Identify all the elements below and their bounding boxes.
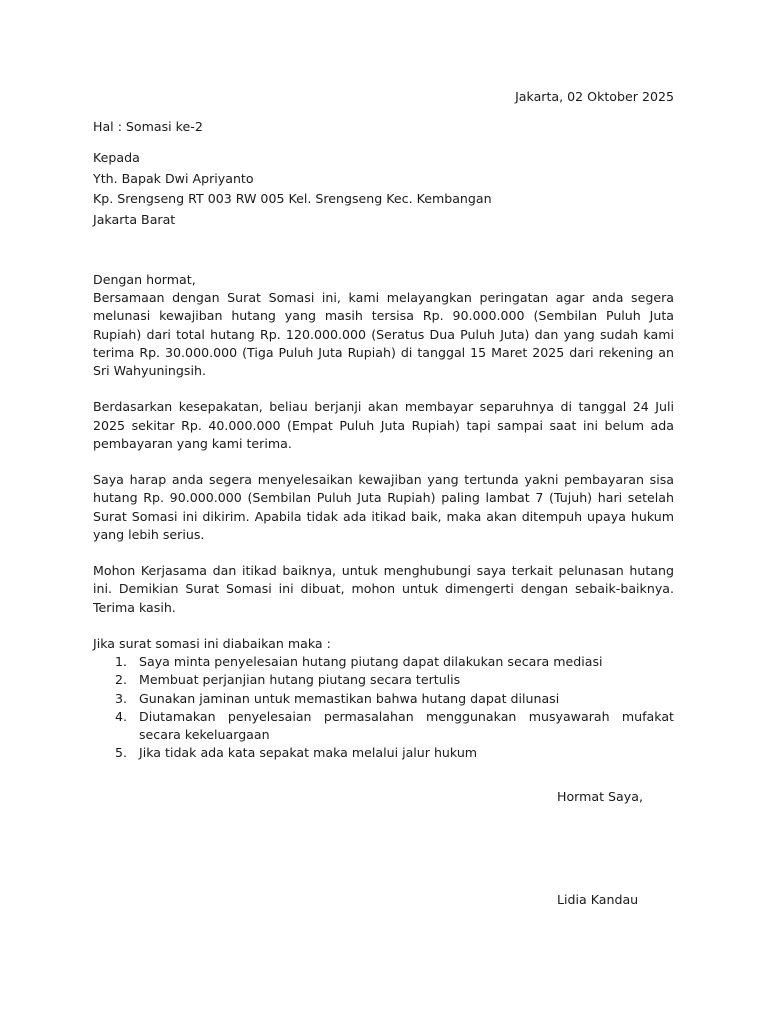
list-intro: Jika surat somasi ini diabaikan maka : [93, 636, 331, 651]
recipient-block [93, 148, 492, 230]
recipient-city: Jakarta Barat [93, 211, 176, 227]
list-item-text: Membuat perjanjian hutang piutang secara tertulis [139, 672, 461, 688]
paragraph-3: Saya harap anda segera menyelesaikan kewajiban yang tertunda yakni pembayaran sisa hutang Rp. 90.000.000 (Sembilan Puluh Juta Rupiah) paling lambat 7 (Tujuh) hari setelah Surat Somasi ini dikirim. Apabila tidak ada itikad baik, maka akan ditempuh upaya hukum yang lebih serius. [93, 472, 674, 542]
paragraph-4: Mohon Kerjasama dan itikad baiknya, untuk menghubungi saya terkait pelunasan hutang ini. Demikian Surat Somasi ini dibuat, mohon untuk dimengerti dengan sebaik-baiknya. Terima kasih. [93, 563, 674, 615]
letter-date: Jakarta, 02 Oktober 2025 [515, 89, 674, 104]
closing-salutation: Hormat Saya, [557, 789, 643, 804]
list-item-number: 2. [115, 672, 128, 688]
list-item [93, 708, 674, 744]
list-item [93, 744, 674, 762]
list-item-text: Saya minta penyelesaian hutang piutang dapat dilakukan secara mediasi [139, 654, 603, 670]
list-item [93, 653, 674, 671]
recipient-heading: Kepada [93, 150, 140, 165]
paragraph-1: Bersamaan dengan Surat Somasi ini, kami melayangkan peringatan agar anda segera melunasi kewajiban hutang yang masih tersisa Rp. 90.000.000 (Sembilan Puluh Juta Rupiah) dari total hutang Rp. 120.000.000 (Seratus Dua Puluh Juta) dan yang sudah kami terima Rp. 30.000.000 (Tiga Puluh Juta Rupiah) di tanggal 15 Maret 2025 dari rekening an Sri Wahyuningsih. [93, 290, 674, 379]
letter-subject: Hal : Somasi ke-2 [93, 119, 203, 134]
signatory-name: Lidia Kandau [557, 892, 639, 907]
recipient-address: Kp. Srengseng RT 003 RW 005 Kel. Srengseng Kec. Kembangan [93, 191, 492, 206]
list-item [93, 690, 674, 708]
letter-body [93, 271, 674, 762]
recipient-name: Yth. Bapak Dwi Apriyanto [93, 170, 254, 186]
list-item-text: Diutamakan penyelesaian permasalahan menggunakan musyawarah mufakat secara kekeluargaan [139, 708, 674, 743]
list-item-number: 3. [115, 690, 128, 706]
list-item-number: 5. [115, 745, 128, 761]
paragraph-2: Berdasarkan kesepakatan, beliau berjanji akan membayar separuhnya di tanggal 24 Juli 2025 sekitar Rp. 40.000.000 (Empat Puluh Juta Rupiah) tapi sampai saat ini belum ada pembayaran yang kami terima. [93, 399, 674, 451]
list-item-text: Jika tidak ada kata sepakat maka melalui jalur hukum [139, 745, 478, 761]
list-item [93, 671, 674, 689]
list-item-number: 4. [115, 708, 128, 724]
greeting: Dengan hormat, [93, 272, 196, 287]
list-item-number: 1. [115, 654, 128, 670]
consequences-list [93, 653, 674, 762]
list-item-text: Gunakan jaminan untuk memastikan bahwa hutang dapat dilunasi [139, 690, 560, 706]
